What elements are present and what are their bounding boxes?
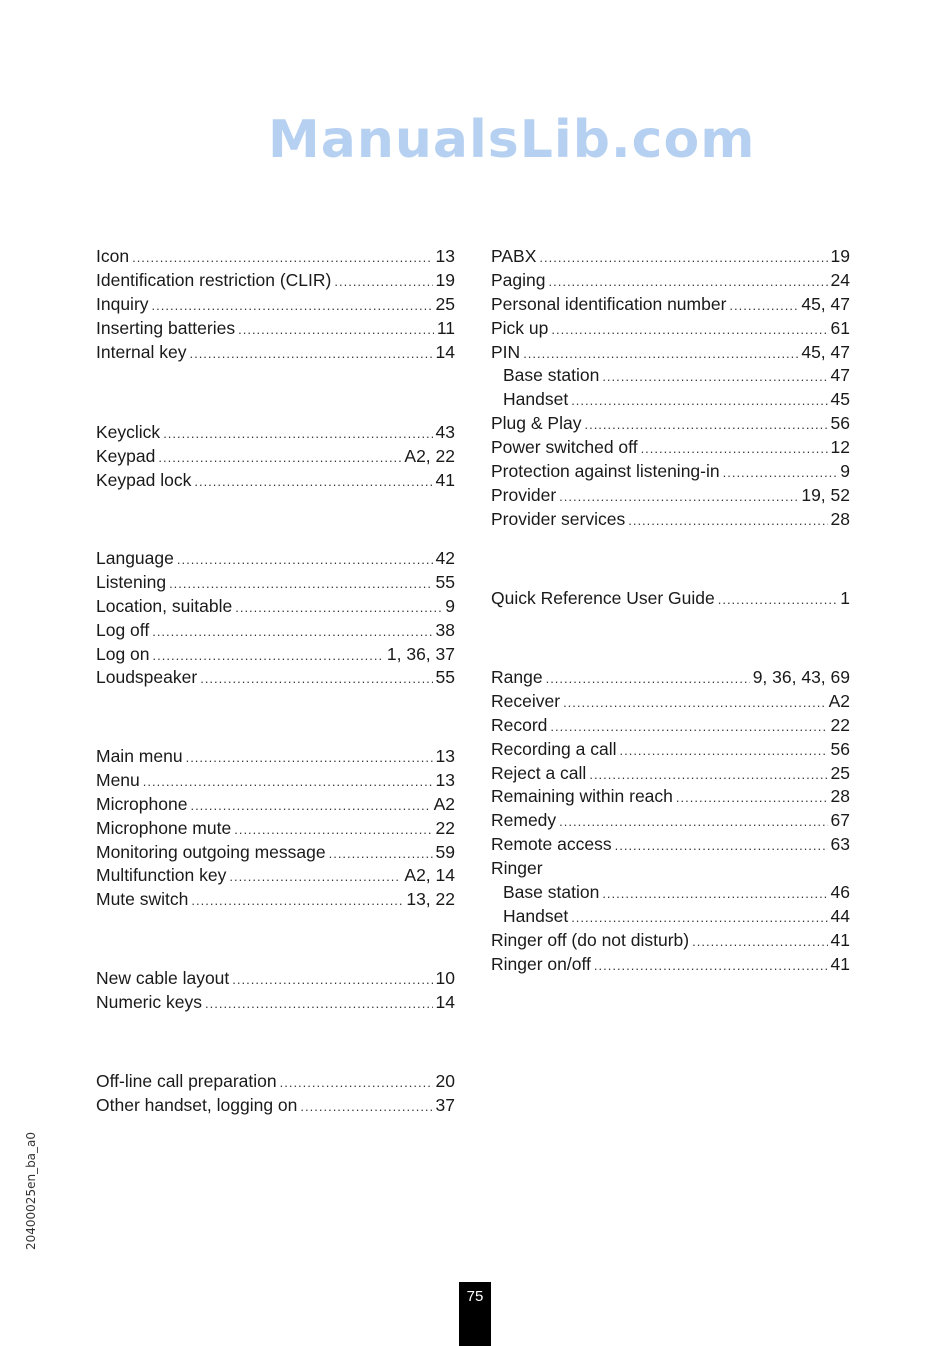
dot-leader — [329, 842, 433, 865]
entry-term: Handset — [503, 389, 569, 410]
entry-pages: 9, 36, 43, 69 — [752, 667, 850, 687]
dot-leader — [594, 954, 828, 977]
index-entry — [96, 619, 455, 643]
dot-leader — [300, 1095, 432, 1118]
dot-leader — [132, 246, 432, 269]
dot-leader — [563, 691, 826, 714]
index-entry — [491, 341, 850, 365]
index-entry — [96, 666, 455, 690]
entry-pages: 41 — [435, 469, 455, 490]
dot-leader — [177, 548, 433, 571]
index-entry — [96, 245, 455, 269]
entry-pages: 59 — [435, 841, 455, 862]
index-entry — [491, 388, 850, 412]
entry-term: Internal key — [96, 341, 187, 362]
index-entry — [96, 643, 455, 667]
entry-pages: 13, 22 — [406, 889, 455, 910]
index-entry — [96, 745, 455, 769]
entry-term: Mute switch — [96, 889, 189, 910]
entry-term: Listening — [96, 571, 167, 592]
entry-pages: 24 — [830, 269, 850, 290]
entry-term: Provider services — [491, 508, 626, 529]
document-code: 20400025en_ba_a0 — [24, 1131, 38, 1250]
entry-pages: 22 — [435, 817, 455, 838]
entry-pages: 9 — [445, 595, 455, 616]
entry-pages: 1, 36, 37 — [386, 643, 455, 664]
dot-leader — [628, 509, 827, 532]
entry-pages: A2 — [828, 690, 850, 711]
index-entry — [96, 841, 455, 865]
entry-pages: 14 — [435, 991, 455, 1012]
entry-pages: 45, 47 — [801, 293, 850, 314]
entry-pages: 28 — [830, 508, 850, 529]
entry-term: Personal identification number — [491, 293, 727, 314]
index-entry — [491, 484, 850, 508]
index-entry — [491, 857, 850, 881]
entry-pages: 45, 47 — [801, 341, 850, 362]
index-entry — [491, 905, 850, 929]
entry-pages: A2, 14 — [404, 865, 455, 886]
entry-pages: 1 — [840, 588, 850, 608]
entry-pages: 41 — [830, 929, 850, 950]
index-entry — [96, 469, 455, 493]
index-entry — [96, 547, 455, 571]
index-entry — [491, 460, 850, 484]
entry-term: Record — [491, 714, 548, 735]
index-entry — [491, 762, 850, 786]
entry-term: Icon — [96, 246, 130, 266]
dot-leader — [205, 992, 433, 1015]
entry-term: PABX — [491, 246, 537, 266]
index-entry — [96, 1094, 455, 1118]
entry-pages: 56 — [830, 738, 850, 759]
index-entry — [96, 769, 455, 793]
entry-pages: 37 — [435, 1094, 455, 1115]
dot-leader — [723, 461, 838, 484]
dot-leader — [559, 485, 798, 508]
entry-pages: 13 — [435, 769, 455, 790]
index-group — [96, 967, 455, 1015]
dot-leader — [550, 715, 827, 738]
entry-term: Remaining within reach — [491, 786, 673, 807]
entry-pages: 41 — [830, 953, 850, 974]
entry-pages: 42 — [435, 548, 455, 568]
index-entry — [491, 929, 850, 953]
dot-leader — [615, 834, 828, 857]
entry-pages: 55 — [435, 667, 455, 688]
index-entry — [96, 595, 455, 619]
dot-leader — [169, 572, 432, 595]
dot-leader — [584, 413, 827, 436]
index-entry — [491, 317, 850, 341]
index-group — [491, 666, 850, 977]
index-entry — [491, 738, 850, 762]
entry-term: Log on — [96, 643, 150, 664]
entry-pages: 20 — [435, 1071, 455, 1091]
entry-pages: A2, 22 — [404, 445, 455, 466]
entry-term: New cable layout — [96, 968, 230, 988]
index-group — [96, 245, 455, 364]
entry-pages: 19 — [830, 246, 850, 266]
entry-term: Identification restriction (CLIR) — [96, 269, 332, 290]
index-entry — [491, 881, 850, 905]
index-entry — [491, 666, 850, 690]
entry-term: Recording a call — [491, 738, 617, 759]
entry-pages: 63 — [830, 834, 850, 855]
index-entry — [96, 817, 455, 841]
index-entry — [96, 793, 455, 817]
index-entry — [491, 785, 850, 809]
dot-leader — [334, 270, 432, 293]
entry-term: Base station — [503, 365, 600, 386]
entry-pages: 67 — [830, 810, 850, 831]
entry-term: Ringer on/off — [491, 953, 591, 974]
index-entry — [491, 953, 850, 977]
dot-leader — [238, 318, 434, 341]
index-entry — [491, 587, 850, 611]
entry-term: Microphone — [96, 793, 188, 814]
index-entry — [491, 690, 850, 714]
dot-leader — [692, 930, 827, 953]
entry-pages: 19 — [435, 269, 455, 290]
dot-leader — [158, 446, 401, 469]
dot-leader — [189, 342, 432, 365]
entry-pages: 25 — [435, 293, 455, 314]
entry-pages: 19, 52 — [801, 484, 850, 505]
dot-leader — [152, 294, 433, 317]
index-entry — [491, 412, 850, 436]
dot-leader — [143, 770, 433, 793]
entry-term: PIN — [491, 341, 521, 362]
dot-leader — [641, 437, 828, 460]
index-entry — [96, 864, 455, 888]
dot-leader — [229, 865, 401, 888]
entry-term: Keypad — [96, 445, 156, 466]
entry-pages: 38 — [435, 619, 455, 640]
index-entry — [96, 317, 455, 341]
entry-term: Language — [96, 548, 174, 568]
index-group — [96, 421, 455, 493]
dot-leader — [546, 667, 750, 690]
index-entry — [96, 445, 455, 469]
entry-pages: 11 — [436, 317, 455, 338]
entry-term: Off-line call preparation — [96, 1071, 277, 1091]
entry-term: Plug & Play — [491, 413, 582, 434]
index-entry — [96, 1070, 455, 1094]
dot-leader — [559, 810, 827, 833]
entry-pages: 22 — [830, 714, 850, 735]
entry-term: Numeric keys — [96, 991, 202, 1012]
dot-leader — [551, 318, 827, 341]
entry-pages: 9 — [840, 461, 850, 482]
dot-leader — [235, 596, 442, 619]
index-entry — [491, 245, 850, 269]
entry-term: Main menu — [96, 746, 183, 766]
entry-pages: 56 — [830, 413, 850, 434]
dot-leader — [602, 882, 827, 905]
entry-term: Monitoring outgoing message — [96, 841, 326, 862]
dot-leader — [619, 739, 827, 762]
entry-term: Range — [491, 667, 543, 687]
dot-leader — [163, 422, 432, 445]
entry-pages: 12 — [830, 437, 850, 458]
dot-leader — [152, 620, 432, 643]
entry-pages: 14 — [435, 341, 455, 362]
page-number: 75 — [459, 1282, 491, 1346]
dot-leader — [718, 588, 838, 611]
index-entry — [96, 421, 455, 445]
entry-term: Inquiry — [96, 293, 149, 314]
entry-term: Ringer off (do not disturb) — [491, 929, 690, 950]
index-entry — [96, 341, 455, 365]
dot-leader — [589, 763, 827, 786]
entry-pages: 46 — [830, 882, 850, 903]
entry-term: Handset — [503, 905, 569, 926]
dot-leader — [280, 1071, 433, 1094]
dot-leader — [234, 818, 432, 841]
entry-pages: 28 — [830, 786, 850, 807]
dot-leader — [571, 389, 827, 412]
entry-term: Quick Reference User Guide — [491, 588, 715, 608]
index-group — [96, 745, 455, 912]
index-entry — [96, 967, 455, 991]
entry-term: Keypad lock — [96, 469, 192, 490]
dot-leader — [602, 365, 827, 388]
entry-term: Provider — [491, 484, 557, 505]
entry-pages: 43 — [435, 422, 455, 442]
entry-term: Microphone mute — [96, 817, 232, 838]
entry-term: Protection against listening-in — [491, 461, 720, 482]
entry-term: Log off — [96, 619, 150, 640]
index-entry — [491, 436, 850, 460]
entry-term: Base station — [503, 882, 600, 903]
entry-term: Inserting batteries — [96, 317, 236, 338]
dot-leader — [153, 644, 384, 667]
index-entry — [491, 269, 850, 293]
index-group — [491, 245, 850, 532]
entry-term: Paging — [491, 269, 546, 290]
index-group — [96, 547, 455, 690]
entry-pages: 55 — [435, 571, 455, 592]
entry-pages: 10 — [435, 968, 455, 988]
index-entry — [491, 809, 850, 833]
dot-leader — [191, 889, 403, 912]
entry-pages: 13 — [435, 246, 455, 266]
index-group — [491, 587, 850, 611]
entry-term: Loudspeaker — [96, 667, 198, 688]
dot-leader — [523, 342, 798, 365]
entry-term: Reject a call — [491, 762, 587, 783]
dot-leader — [190, 794, 430, 817]
entry-term: Remedy — [491, 810, 557, 831]
dot-leader — [571, 906, 827, 929]
entry-pages: 25 — [830, 762, 850, 783]
dot-leader — [186, 746, 433, 769]
index-entry — [491, 714, 850, 738]
dot-leader — [676, 786, 828, 809]
watermark: ManualsLib.com — [268, 110, 756, 170]
entry-term: Power switched off — [491, 437, 638, 458]
index-entry — [491, 364, 850, 388]
dot-leader — [549, 270, 828, 293]
index-entry — [96, 293, 455, 317]
dot-leader — [232, 968, 432, 991]
entry-term: Location, suitable — [96, 595, 233, 616]
entry-term: Keyclick — [96, 422, 161, 442]
entry-pages: 45 — [830, 389, 850, 410]
entry-term: Pick up — [491, 317, 549, 338]
entry-term: Other handset, logging on — [96, 1094, 298, 1115]
index-entry — [96, 571, 455, 595]
entry-term: Menu — [96, 769, 140, 790]
entry-term: Receiver — [491, 690, 561, 711]
dot-leader — [200, 667, 432, 690]
entry-term: Remote access — [491, 834, 612, 855]
entry-pages: 47 — [830, 365, 850, 386]
dot-leader — [539, 246, 827, 269]
entry-pages: A2 — [433, 793, 455, 814]
dot-leader — [194, 470, 432, 493]
index-entry — [96, 991, 455, 1015]
dot-leader — [729, 294, 798, 317]
index-entry — [96, 888, 455, 912]
index-entry — [491, 508, 850, 532]
entry-pages: 13 — [435, 746, 455, 766]
index-entry — [491, 833, 850, 857]
index-group — [96, 1070, 455, 1118]
index-entry — [491, 293, 850, 317]
entry-pages: 61 — [830, 317, 850, 338]
index-entry — [96, 269, 455, 293]
entry-term: Ringer — [491, 858, 543, 879]
entry-pages: 44 — [830, 905, 850, 926]
entry-term: Multifunction key — [96, 865, 227, 886]
